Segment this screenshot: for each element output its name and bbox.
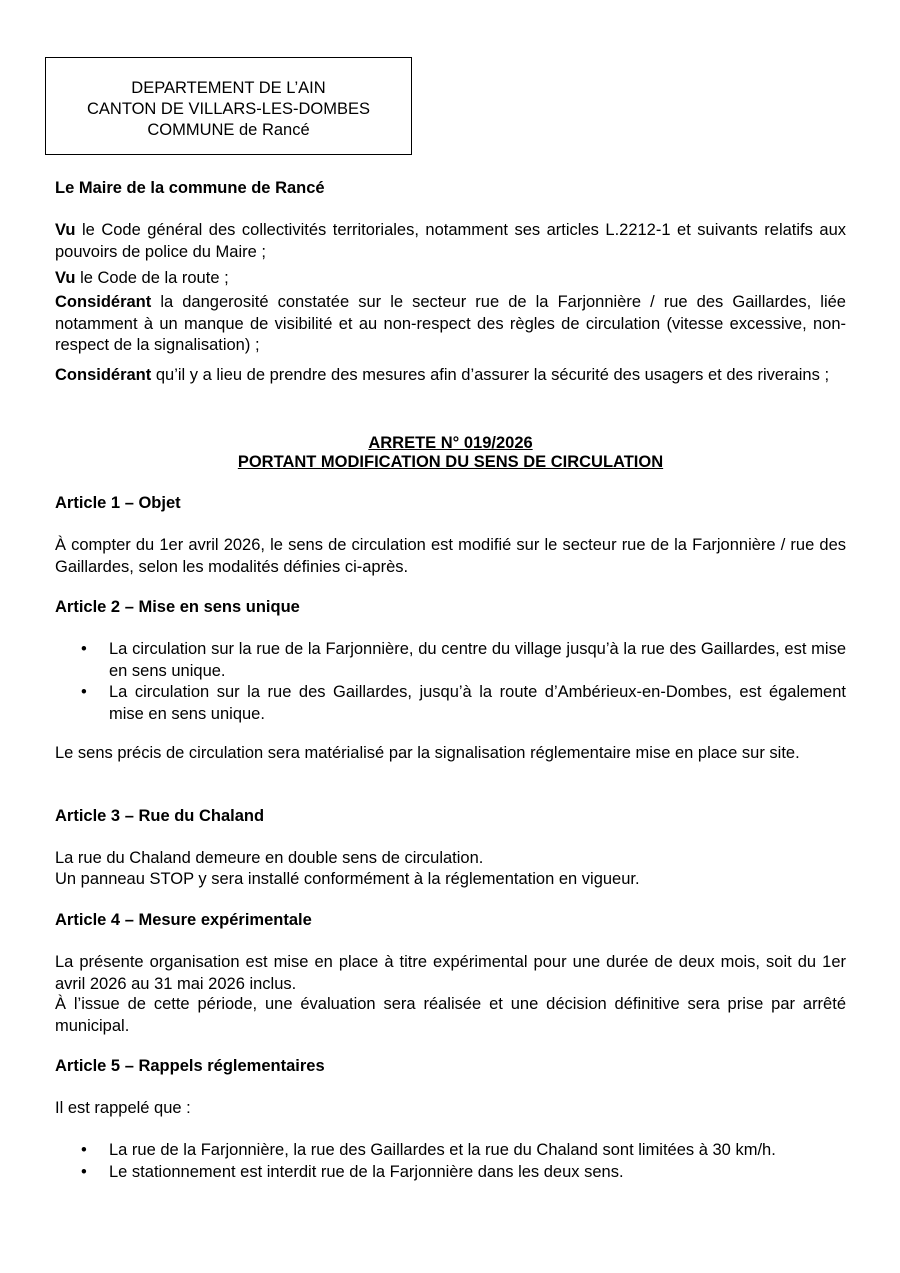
preamble-text: le Code général des collectivités territoriales, notamment ses articles L.2212-1 et suivants relatifs aux pouvoirs de police du Maire ; xyxy=(55,221,846,261)
list-item xyxy=(55,682,846,725)
article-5-title: Article 5 – Rappels réglementaires xyxy=(55,1057,325,1075)
bullet-icon: • xyxy=(81,1141,87,1159)
preamble-lead: Vu xyxy=(55,269,76,287)
arrete-number: ARRETE N° 019/2026 xyxy=(368,434,533,452)
list-item xyxy=(55,639,846,682)
article-2-title: Article 2 – Mise en sens unique xyxy=(55,598,300,616)
preamble-considerant-1 xyxy=(55,292,846,357)
header-box xyxy=(45,57,412,155)
list-item-text: Le stationnement est interdit rue de la Farjonnière dans les deux sens. xyxy=(109,1162,624,1181)
header-commune: COMMUNE de Rancé xyxy=(147,121,310,139)
article-3-title: Article 3 – Rue du Chaland xyxy=(55,807,265,825)
article-2-list xyxy=(55,639,846,725)
article-4-title: Article 4 – Mesure expérimentale xyxy=(55,911,312,929)
preamble-vu-cgct xyxy=(55,220,846,263)
preamble-lead: Considérant xyxy=(55,366,152,384)
article-3-line-2: Un panneau STOP y sera installé conformément à la réglementation en vigueur. xyxy=(55,870,640,888)
arrete-subject: PORTANT MODIFICATION DU SENS DE CIRCULATION xyxy=(237,453,664,471)
article-2-text: Le sens précis de circulation sera matérialisé par la signalisation réglementaire mise en place sur site. xyxy=(55,744,800,762)
preamble-text: le Code de la route ; xyxy=(75,269,229,287)
preamble-text: la dangerosité constatée sur le secteur rue de la Farjonnière / rue des Gaillardes, liée notamment à un manque de visibilité et au non-respect des règles de circulation (vitesse excessive, non-respect de la signalisation) ; xyxy=(55,293,846,354)
preamble-considerant-2 xyxy=(55,365,846,387)
list-item-text: La circulation sur la rue des Gaillardes, jusqu’à la route d’Ambérieux-en-Dombes, est également mise en sens unique. xyxy=(109,683,846,723)
article-5-intro: Il est rappelé que : xyxy=(55,1099,191,1117)
bullet-icon: • xyxy=(81,640,87,658)
preamble-text: qu’il y a lieu de prendre des mesures afin d’assurer la sécurité des usagers et des riverains ; xyxy=(151,366,830,384)
article-3-line-1: La rue du Chaland demeure en double sens de circulation. xyxy=(55,849,484,867)
maire-title: Le Maire de la commune de Rancé xyxy=(55,179,325,197)
list-item xyxy=(55,1140,846,1162)
preamble-lead: Vu xyxy=(55,221,76,239)
preamble-vu-code-route xyxy=(55,268,846,290)
list-item xyxy=(55,1162,846,1184)
article-5-list xyxy=(55,1140,846,1183)
list-item-text: La rue de la Farjonnière, la rue des Gaillardes et la rue du Chaland sont limitées à 30 km/h. xyxy=(109,1141,776,1159)
bullet-icon: • xyxy=(81,683,87,701)
article-4-text-2: À l’issue de cette période, une évaluation sera réalisée et une décision définitive sera prise par arrêté municipal. xyxy=(55,995,846,1035)
list-item-text: La circulation sur la rue de la Farjonnière, du centre du village jusqu’à la rue des Gaillardes, est mise en sens unique. xyxy=(109,640,846,680)
header-canton: CANTON DE VILLARS-LES-DOMBES xyxy=(86,100,370,118)
header-department: DEPARTEMENT DE L’AIN xyxy=(131,79,326,97)
preamble-lead: Considérant xyxy=(55,293,152,311)
article-1-title: Article 1 – Objet xyxy=(55,494,181,512)
article-4-text-1: La présente organisation est mise en place à titre expérimental pour une durée de deux mois, soit du 1er avril 2026 au 31 mai 2026 inclus. xyxy=(55,953,846,993)
bullet-icon: • xyxy=(81,1162,87,1181)
article-1-text: À compter du 1er avril 2026, le sens de circulation est modifié sur le secteur rue de la Farjonnière / rue des Gaillardes, selon les modalités définies ci-après. xyxy=(55,536,846,576)
